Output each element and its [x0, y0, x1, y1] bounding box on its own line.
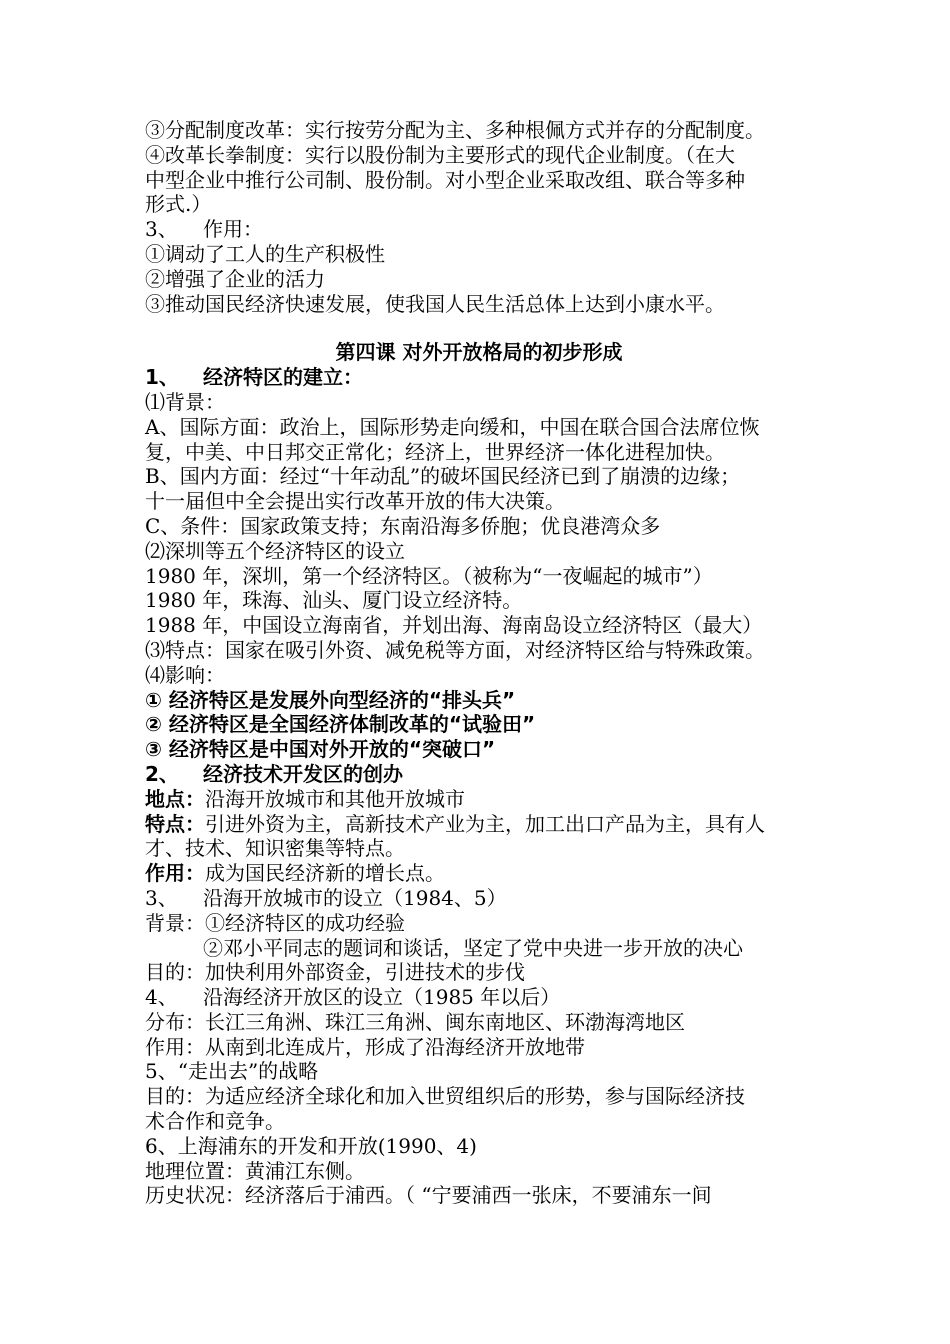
section-label: 作用：: [203, 217, 263, 242]
section-heading: [145, 886, 813, 911]
text-line: ③分配制度改革：实行按劳分配为主、多种根佩方式并存的分配制度。: [145, 118, 765, 142]
section-heading: [145, 365, 813, 390]
section-label: 沿海经济开放区的设立（1985 年以后）: [203, 985, 561, 1010]
text-line: A、国际方面：政治上，国际形势走向缓和，中国在联合国合法席位恢: [145, 414, 760, 439]
text-line: 十一届但中全会提出实行改革开放的伟大决策。: [145, 489, 565, 514]
text-line: 背景：①经济特区的成功经验: [145, 910, 405, 935]
list-item: ③推动国民经济快速发展，使我国人民生活总体上达到小康水平。: [145, 291, 725, 316]
section-heading: 6、上海浦东的开发和开放(1990、4): [145, 1133, 477, 1158]
field-value: 成为国民经济新的增长点。: [205, 861, 445, 886]
section-label: 经济技术开发区的创办: [203, 761, 403, 786]
text-line: 形式.）: [145, 192, 212, 217]
section-number: 1、: [145, 365, 179, 390]
list-item: ③ 经济特区是中国对外开放的“突破口”: [145, 737, 496, 762]
text-line: 复，中美、中日邦交正常化；经济上，世界经济一体化进程加快。: [145, 439, 725, 464]
list-item: ② 经济特区是全国经济体制改革的“试验田”: [145, 712, 536, 737]
text-line: [145, 787, 813, 812]
section-label: 经济特区的建立：: [203, 365, 363, 390]
text-line: ②邓小平同志的题词和谈话，坚定了党中央进一步开放的决心: [203, 935, 743, 960]
subsection-label: ⑷影响：: [145, 662, 225, 687]
text-line: [145, 861, 813, 886]
section-heading: [145, 985, 813, 1010]
document-page: [145, 118, 813, 1208]
section-number: 2、: [145, 761, 179, 786]
text-line: 分布：长江三角洲、珠江三角洲、闽东南地区、环渤海湾地区: [145, 1009, 685, 1034]
section-heading: 5、“走出去”的战略: [145, 1059, 319, 1084]
subsection-label: ⑵深圳等五个经济特区的设立: [145, 538, 405, 563]
spacer: [145, 316, 813, 340]
text-line: 1980 年，珠海、汕头、厦门设立经济特。: [145, 588, 523, 613]
section-number: 3、: [145, 217, 178, 242]
text-line: 中型企业中推行公司制、股份制。对小型企业采取改组、联合等多种: [145, 167, 745, 192]
text-line: C、条件：国家政策支持；东南沿海多侨胞；优良港湾众多: [145, 513, 661, 538]
text-line: B、国内方面：经过“十年动乱”的破坏国民经济已到了崩溃的边缘；: [145, 464, 741, 489]
section-heading: [145, 762, 813, 787]
section-label: 沿海开放城市的设立（1984、5）: [203, 885, 507, 910]
text-line: 地理位置：黄浦江东侧。: [145, 1158, 365, 1183]
text-line: 1988 年，中国设立海南省，并划出海、海南岛设立经济特区（最大）: [145, 613, 763, 638]
field-value: 引进外资为主，高新技术产业为主，加工出口产品为主，具有人: [205, 811, 765, 836]
text-line: 作用：从南到北连成片，形成了沿海经济开放地带: [145, 1034, 585, 1059]
text-line: ④改革长拳制度：实行以股份制为主要形式的现代企业制度。（在大: [145, 142, 735, 167]
text-line: 历史状况：经济落后于浦西。（ “宁要浦西一张床，不要浦东一间: [145, 1183, 712, 1208]
text-line: 目的：为适应经济全球化和加入世贸组织后的形势，参与国际经济技: [145, 1084, 745, 1109]
text-line: ⑶特点：国家在吸引外资、减免税等方面，对经济特区给与特殊政策。: [145, 637, 765, 662]
text-line: [145, 812, 813, 837]
field-label: 特点：: [145, 811, 205, 836]
text-line: 术合作和竞争。: [145, 1109, 285, 1134]
list-item: ②增强了企业的活力: [145, 266, 325, 291]
subsection-label: ⑴背景：: [145, 389, 225, 414]
section-number: 4、: [145, 985, 178, 1010]
section-number: 3、: [145, 885, 178, 910]
lesson-title: 第四课 对外开放格局的初步形成: [335, 340, 623, 365]
text-line: 才、技术、知识密集等特点。: [145, 836, 405, 861]
field-label: 作用：: [145, 861, 205, 886]
list-item: ① 经济特区是发展外向型经济的“排头兵”: [145, 687, 516, 712]
list-item: ①调动了工人的生产积极性: [145, 241, 385, 266]
text-line: 目的：加快利用外部资金，引进技术的步伐: [145, 960, 525, 985]
field-label: 地点：: [145, 786, 205, 811]
field-value: 沿海开放城市和其他开放城市: [205, 786, 465, 811]
section-heading: [145, 217, 813, 242]
text-line: 1980 年，深圳，第一个经济特区。（被称为“一夜崛起的城市”）: [145, 563, 713, 588]
